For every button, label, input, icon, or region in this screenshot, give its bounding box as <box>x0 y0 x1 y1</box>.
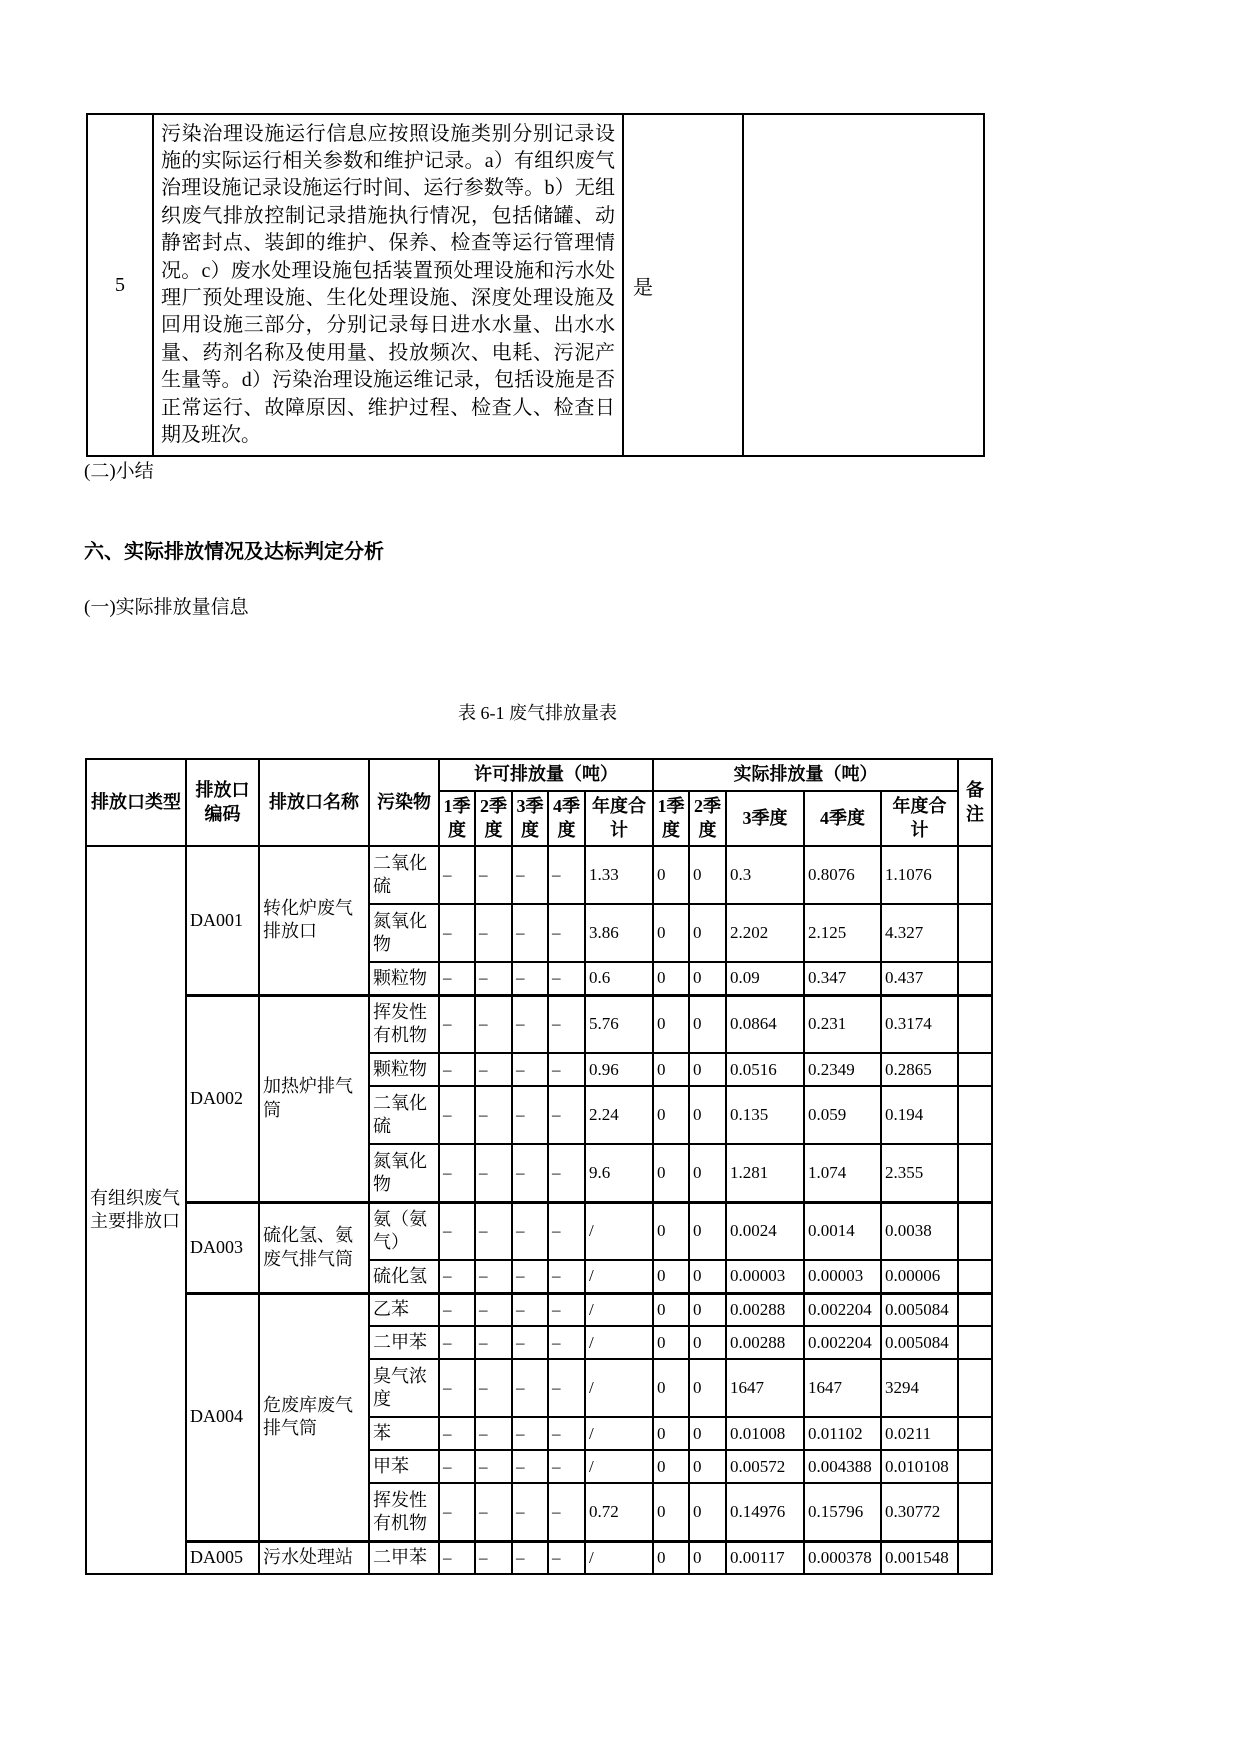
actual-q2-header: 2季度 <box>689 791 726 846</box>
permitted-q2-cell: – <box>475 1483 512 1541</box>
permitted-q2-cell: – <box>475 1417 512 1450</box>
permitted-annual-cell: / <box>585 1326 653 1359</box>
actual-q2-cell: 0 <box>689 1326 726 1359</box>
pollutant-cell: 硫化氢 <box>369 1260 439 1293</box>
permitted-q1-cell: – <box>439 1541 475 1574</box>
emission-row <box>86 1202 992 1260</box>
permitted-q2-cell: – <box>475 995 512 1053</box>
outlet-code-header: 排放口编码 <box>186 759 259 846</box>
actual-q3-cell: 0.14976 <box>726 1483 804 1541</box>
actual-q3-cell: 0.135 <box>726 1086 804 1144</box>
permitted-q2-cell: – <box>475 1202 512 1260</box>
actual-annual-cell: 0.0038 <box>881 1202 958 1260</box>
permitted-q4-header: 4季度 <box>548 791 585 846</box>
permitted-annual-cell: 2.24 <box>585 1086 653 1144</box>
note-header: 备注 <box>958 759 992 846</box>
permitted-annual-cell: / <box>585 1293 653 1326</box>
actual-q3-cell: 1.281 <box>726 1144 804 1202</box>
permitted-q4-cell: – <box>548 1483 585 1541</box>
permitted-q3-cell: – <box>512 846 548 904</box>
pollutant-cell: 挥发性有机物 <box>369 995 439 1053</box>
pollutant-cell: 二氧化硫 <box>369 1086 439 1144</box>
note-cell <box>958 1144 992 1202</box>
permitted-q1-header: 1季度 <box>439 791 475 846</box>
actual-q2-cell: 0 <box>689 1202 726 1260</box>
permitted-q4-cell: – <box>548 995 585 1053</box>
actual-q3-cell: 0.00003 <box>726 1260 804 1293</box>
subsection-conclusion-label: (二)小结 <box>84 461 154 482</box>
permitted-q1-cell: – <box>439 1053 475 1086</box>
permitted-q3-cell: – <box>512 1202 548 1260</box>
permitted-q2-cell: – <box>475 904 512 962</box>
outlet-code-cell: DA002 <box>186 995 259 1202</box>
actual-q3-cell: 0.00288 <box>726 1293 804 1326</box>
permitted-q2-cell: – <box>475 1541 512 1574</box>
actual-group-header: 实际排放量（吨） <box>653 759 958 791</box>
actual-q1-cell: 0 <box>653 1326 689 1359</box>
actual-q1-cell: 0 <box>653 1359 689 1417</box>
actual-q2-cell: 0 <box>689 1053 726 1086</box>
permitted-q3-cell: – <box>512 962 548 995</box>
actual-q1-cell: 0 <box>653 1202 689 1260</box>
permitted-q2-cell: – <box>475 1260 512 1293</box>
pollutant-header: 污染物 <box>369 759 439 846</box>
pollutant-cell: 挥发性有机物 <box>369 1483 439 1541</box>
actual-q2-cell: 0 <box>689 1144 726 1202</box>
permitted-q3-cell: – <box>512 1417 548 1450</box>
actual-q1-cell: 0 <box>653 904 689 962</box>
outlet-type-header: 排放口类型 <box>86 759 186 846</box>
actual-q2-cell: 0 <box>689 904 726 962</box>
actual-q3-cell: 0.0864 <box>726 995 804 1053</box>
actual-annual-cell: 0.2865 <box>881 1053 958 1086</box>
record-requirements-row <box>87 114 984 456</box>
permitted-annual-cell: / <box>585 1417 653 1450</box>
actual-q1-cell: 0 <box>653 1086 689 1144</box>
permitted-q2-cell: – <box>475 962 512 995</box>
compliance-cell: 是 <box>623 114 743 456</box>
pollutant-cell: 氮氧化物 <box>369 904 439 962</box>
actual-q3-cell: 0.3 <box>726 846 804 904</box>
emission-row <box>86 1541 992 1574</box>
actual-q3-cell: 0.00572 <box>726 1450 804 1483</box>
actual-q4-cell: 0.004388 <box>804 1450 881 1483</box>
permitted-q1-cell: – <box>439 1086 475 1144</box>
actual-q1-cell: 0 <box>653 1293 689 1326</box>
permitted-q3-cell: – <box>512 995 548 1053</box>
actual-annual-cell: 0.0211 <box>881 1417 958 1450</box>
emission-table <box>85 758 993 1575</box>
actual-q4-cell: 2.125 <box>804 904 881 962</box>
permitted-q2-cell: – <box>475 1144 512 1202</box>
actual-q4-cell: 0.059 <box>804 1086 881 1144</box>
actual-q1-cell: 0 <box>653 1450 689 1483</box>
permitted-q4-cell: – <box>548 1541 585 1574</box>
outlet-name-cell: 硫化氢、氨废气排气筒 <box>259 1202 369 1293</box>
pollutant-cell: 甲苯 <box>369 1450 439 1483</box>
permitted-q1-cell: – <box>439 1359 475 1417</box>
actual-q2-cell: 0 <box>689 1450 726 1483</box>
chapter-heading: 六、实际排放情况及达标判定分析 <box>84 541 384 563</box>
actual-q4-cell: 0.347 <box>804 962 881 995</box>
permitted-group-header: 许可排放量（吨） <box>439 759 653 791</box>
outlet-name-header: 排放口名称 <box>259 759 369 846</box>
actual-q4-cell: 0.231 <box>804 995 881 1053</box>
actual-annual-cell: 4.327 <box>881 904 958 962</box>
permitted-q4-cell: – <box>548 904 585 962</box>
permitted-annual-cell: / <box>585 1359 653 1417</box>
note-cell <box>958 1260 992 1293</box>
permitted-q1-cell: – <box>439 1260 475 1293</box>
permitted-annual-cell: / <box>585 1260 653 1293</box>
pollutant-cell: 二甲苯 <box>369 1326 439 1359</box>
permitted-q3-cell: – <box>512 1326 548 1359</box>
actual-q1-cell: 0 <box>653 1053 689 1086</box>
row-number-cell: 5 <box>87 114 153 456</box>
permitted-q3-header: 3季度 <box>512 791 548 846</box>
note-cell <box>958 1450 992 1483</box>
permitted-q1-cell: – <box>439 962 475 995</box>
outlet-code-cell: DA001 <box>186 846 259 995</box>
actual-q2-cell: 0 <box>689 1541 726 1574</box>
permitted-annual-cell: / <box>585 1450 653 1483</box>
record-requirements-table <box>86 113 985 457</box>
permitted-q1-cell: – <box>439 846 475 904</box>
actual-q3-header: 3季度 <box>726 791 804 846</box>
actual-annual-cell: 2.355 <box>881 1144 958 1202</box>
permitted-q1-cell: – <box>439 1144 475 1202</box>
note-cell <box>958 1326 992 1359</box>
table-caption: 表 6-1 废气排放量表 <box>458 703 617 723</box>
permitted-q1-cell: – <box>439 1293 475 1326</box>
permitted-q4-cell: – <box>548 1086 585 1144</box>
outlet-name-cell: 污水处理站 <box>259 1541 369 1574</box>
outlet-name-cell: 转化炉废气排放口 <box>259 846 369 995</box>
actual-annual-cell: 0.437 <box>881 962 958 995</box>
permitted-annual-cell: 0.6 <box>585 962 653 995</box>
permitted-annual-cell: 0.72 <box>585 1483 653 1541</box>
actual-annual-cell: 0.005084 <box>881 1326 958 1359</box>
pollutant-cell: 苯 <box>369 1417 439 1450</box>
actual-q1-cell: 0 <box>653 1541 689 1574</box>
permitted-annual-cell: 0.96 <box>585 1053 653 1086</box>
actual-annual-cell: 0.30772 <box>881 1483 958 1541</box>
permitted-q2-cell: – <box>475 1450 512 1483</box>
permitted-q3-cell: – <box>512 1541 548 1574</box>
permitted-q3-cell: – <box>512 1086 548 1144</box>
note-cell <box>958 962 992 995</box>
permitted-annual-cell: 1.33 <box>585 846 653 904</box>
actual-q2-cell: 0 <box>689 1483 726 1541</box>
permitted-q4-cell: – <box>548 1144 585 1202</box>
permitted-q4-cell: – <box>548 1053 585 1086</box>
permitted-q4-cell: – <box>548 1326 585 1359</box>
outlet-name-cell: 危废库废气排气筒 <box>259 1293 369 1541</box>
note-cell <box>958 1541 992 1574</box>
permitted-q2-cell: – <box>475 1086 512 1144</box>
permitted-q3-cell: – <box>512 1260 548 1293</box>
permitted-q4-cell: – <box>548 1293 585 1326</box>
actual-annual-cell: 3294 <box>881 1359 958 1417</box>
note-cell <box>958 1417 992 1450</box>
actual-q1-header: 1季度 <box>653 791 689 846</box>
actual-q4-cell: 0.15796 <box>804 1483 881 1541</box>
permitted-annual-header: 年度合计 <box>585 791 653 846</box>
permitted-q1-cell: – <box>439 1417 475 1450</box>
remark-cell <box>743 114 984 456</box>
emission-row <box>86 846 992 904</box>
permitted-q3-cell: – <box>512 1483 548 1541</box>
outlet-code-cell: DA004 <box>186 1293 259 1541</box>
actual-annual-cell: 0.010108 <box>881 1450 958 1483</box>
header-group-row <box>86 759 992 791</box>
permitted-q3-cell: – <box>512 1053 548 1086</box>
permitted-q3-cell: – <box>512 1144 548 1202</box>
actual-annual-cell: 0.3174 <box>881 995 958 1053</box>
actual-annual-cell: 0.005084 <box>881 1293 958 1326</box>
outlet-code-cell: DA003 <box>186 1202 259 1293</box>
actual-q2-cell: 0 <box>689 1086 726 1144</box>
actual-annual-cell: 0.194 <box>881 1086 958 1144</box>
permitted-annual-cell: 3.86 <box>585 904 653 962</box>
emission-row <box>86 995 992 1053</box>
actual-annual-cell: 1.1076 <box>881 846 958 904</box>
emission-row <box>86 1293 992 1326</box>
permitted-q2-cell: – <box>475 846 512 904</box>
permitted-q4-cell: – <box>548 1359 585 1417</box>
actual-q2-cell: 0 <box>689 1417 726 1450</box>
actual-q1-cell: 0 <box>653 962 689 995</box>
actual-q1-cell: 0 <box>653 846 689 904</box>
actual-q2-cell: 0 <box>689 846 726 904</box>
actual-q2-cell: 0 <box>689 1293 726 1326</box>
permitted-annual-cell: / <box>585 1202 653 1260</box>
note-cell <box>958 1293 992 1326</box>
permitted-q4-cell: – <box>548 1450 585 1483</box>
pollutant-cell: 颗粒物 <box>369 962 439 995</box>
actual-q3-cell: 0.0516 <box>726 1053 804 1086</box>
actual-q4-cell: 0.8076 <box>804 846 881 904</box>
permitted-q1-cell: – <box>439 904 475 962</box>
pollutant-cell: 臭气浓度 <box>369 1359 439 1417</box>
actual-q3-cell: 0.01008 <box>726 1417 804 1450</box>
actual-q1-cell: 0 <box>653 995 689 1053</box>
actual-q1-cell: 0 <box>653 1483 689 1541</box>
permitted-annual-cell: 9.6 <box>585 1144 653 1202</box>
actual-q4-cell: 0.2349 <box>804 1053 881 1086</box>
permitted-annual-cell: / <box>585 1541 653 1574</box>
pollutant-cell: 氮氧化物 <box>369 1144 439 1202</box>
actual-q3-cell: 0.09 <box>726 962 804 995</box>
pollutant-cell: 二氧化硫 <box>369 846 439 904</box>
permitted-annual-cell: 5.76 <box>585 995 653 1053</box>
permitted-q1-cell: – <box>439 1483 475 1541</box>
permitted-q3-cell: – <box>512 1359 548 1417</box>
actual-annual-header: 年度合计 <box>881 791 958 846</box>
permitted-q2-header: 2季度 <box>475 791 512 846</box>
note-cell <box>958 1053 992 1086</box>
actual-annual-cell: 0.00006 <box>881 1260 958 1293</box>
permitted-q4-cell: – <box>548 1202 585 1260</box>
permitted-q1-cell: – <box>439 1202 475 1260</box>
outlet-type-cell: 有组织废气主要排放口 <box>86 846 186 1574</box>
actual-q2-cell: 0 <box>689 1359 726 1417</box>
actual-q4-cell: 0.000378 <box>804 1541 881 1574</box>
actual-q4-header: 4季度 <box>804 791 881 846</box>
actual-q4-cell: 1647 <box>804 1359 881 1417</box>
permitted-q4-cell: – <box>548 1417 585 1450</box>
permitted-q2-cell: – <box>475 1293 512 1326</box>
note-cell <box>958 1359 992 1417</box>
actual-q3-cell: 0.00288 <box>726 1326 804 1359</box>
pollutant-cell: 颗粒物 <box>369 1053 439 1086</box>
actual-annual-cell: 0.001548 <box>881 1541 958 1574</box>
actual-q4-cell: 0.01102 <box>804 1417 881 1450</box>
pollutant-cell: 二甲苯 <box>369 1541 439 1574</box>
note-cell <box>958 995 992 1053</box>
note-cell <box>958 1202 992 1260</box>
permitted-q2-cell: – <box>475 1326 512 1359</box>
outlet-name-cell: 加热炉排气筒 <box>259 995 369 1202</box>
note-cell <box>958 904 992 962</box>
permitted-q2-cell: – <box>475 1359 512 1417</box>
actual-q3-cell: 1647 <box>726 1359 804 1417</box>
permitted-q1-cell: – <box>439 1450 475 1483</box>
pollutant-cell: 乙苯 <box>369 1293 439 1326</box>
note-cell <box>958 1483 992 1541</box>
permitted-q4-cell: – <box>548 962 585 995</box>
actual-q4-cell: 0.002204 <box>804 1293 881 1326</box>
permitted-q3-cell: – <box>512 1450 548 1483</box>
permitted-q3-cell: – <box>512 1293 548 1326</box>
actual-q2-cell: 0 <box>689 1260 726 1293</box>
permitted-q1-cell: – <box>439 995 475 1053</box>
actual-q3-cell: 0.00117 <box>726 1541 804 1574</box>
actual-q3-cell: 0.0024 <box>726 1202 804 1260</box>
actual-q1-cell: 0 <box>653 1417 689 1450</box>
actual-q2-cell: 0 <box>689 962 726 995</box>
permitted-q3-cell: – <box>512 904 548 962</box>
pollutant-cell: 氨（氨气） <box>369 1202 439 1260</box>
actual-q4-cell: 0.0014 <box>804 1202 881 1260</box>
actual-q1-cell: 0 <box>653 1260 689 1293</box>
actual-q2-cell: 0 <box>689 995 726 1053</box>
permitted-q1-cell: – <box>439 1326 475 1359</box>
actual-q4-cell: 1.074 <box>804 1144 881 1202</box>
note-cell <box>958 846 992 904</box>
outlet-code-cell: DA005 <box>186 1541 259 1574</box>
requirement-text-cell: 污染治理设施运行信息应按照设施类别分别记录设施的实际运行相关参数和维护记录。a）有组织废气治理设施记录设施运行时间、运行参数等。b）无组织废气排放控制记录措施执行情况，包括储罐、动静密封点、装卸的维护、保养、检查等运行管理情况。c）废水处理设施包括装置预处理设施和污水处理厂预处理设施、生化处理设施、深度处理设施及回用设施三部分，分别记录每日进水水量、出水水量、药剂名称及使用量、投放频次、电耗、污泥产生量等。d）污染治理设施运维记录，包括设施是否正常运行、故障原因、维护过程、检查人、检查日期及班次。 <box>153 114 623 456</box>
permitted-q4-cell: – <box>548 1260 585 1293</box>
actual-q3-cell: 2.202 <box>726 904 804 962</box>
actual-q4-cell: 0.00003 <box>804 1260 881 1293</box>
permitted-q4-cell: – <box>548 846 585 904</box>
permitted-q2-cell: – <box>475 1053 512 1086</box>
note-cell <box>958 1086 992 1144</box>
subsection-info-label: (一)实际排放量信息 <box>84 597 249 618</box>
actual-q4-cell: 0.002204 <box>804 1326 881 1359</box>
actual-q1-cell: 0 <box>653 1144 689 1202</box>
